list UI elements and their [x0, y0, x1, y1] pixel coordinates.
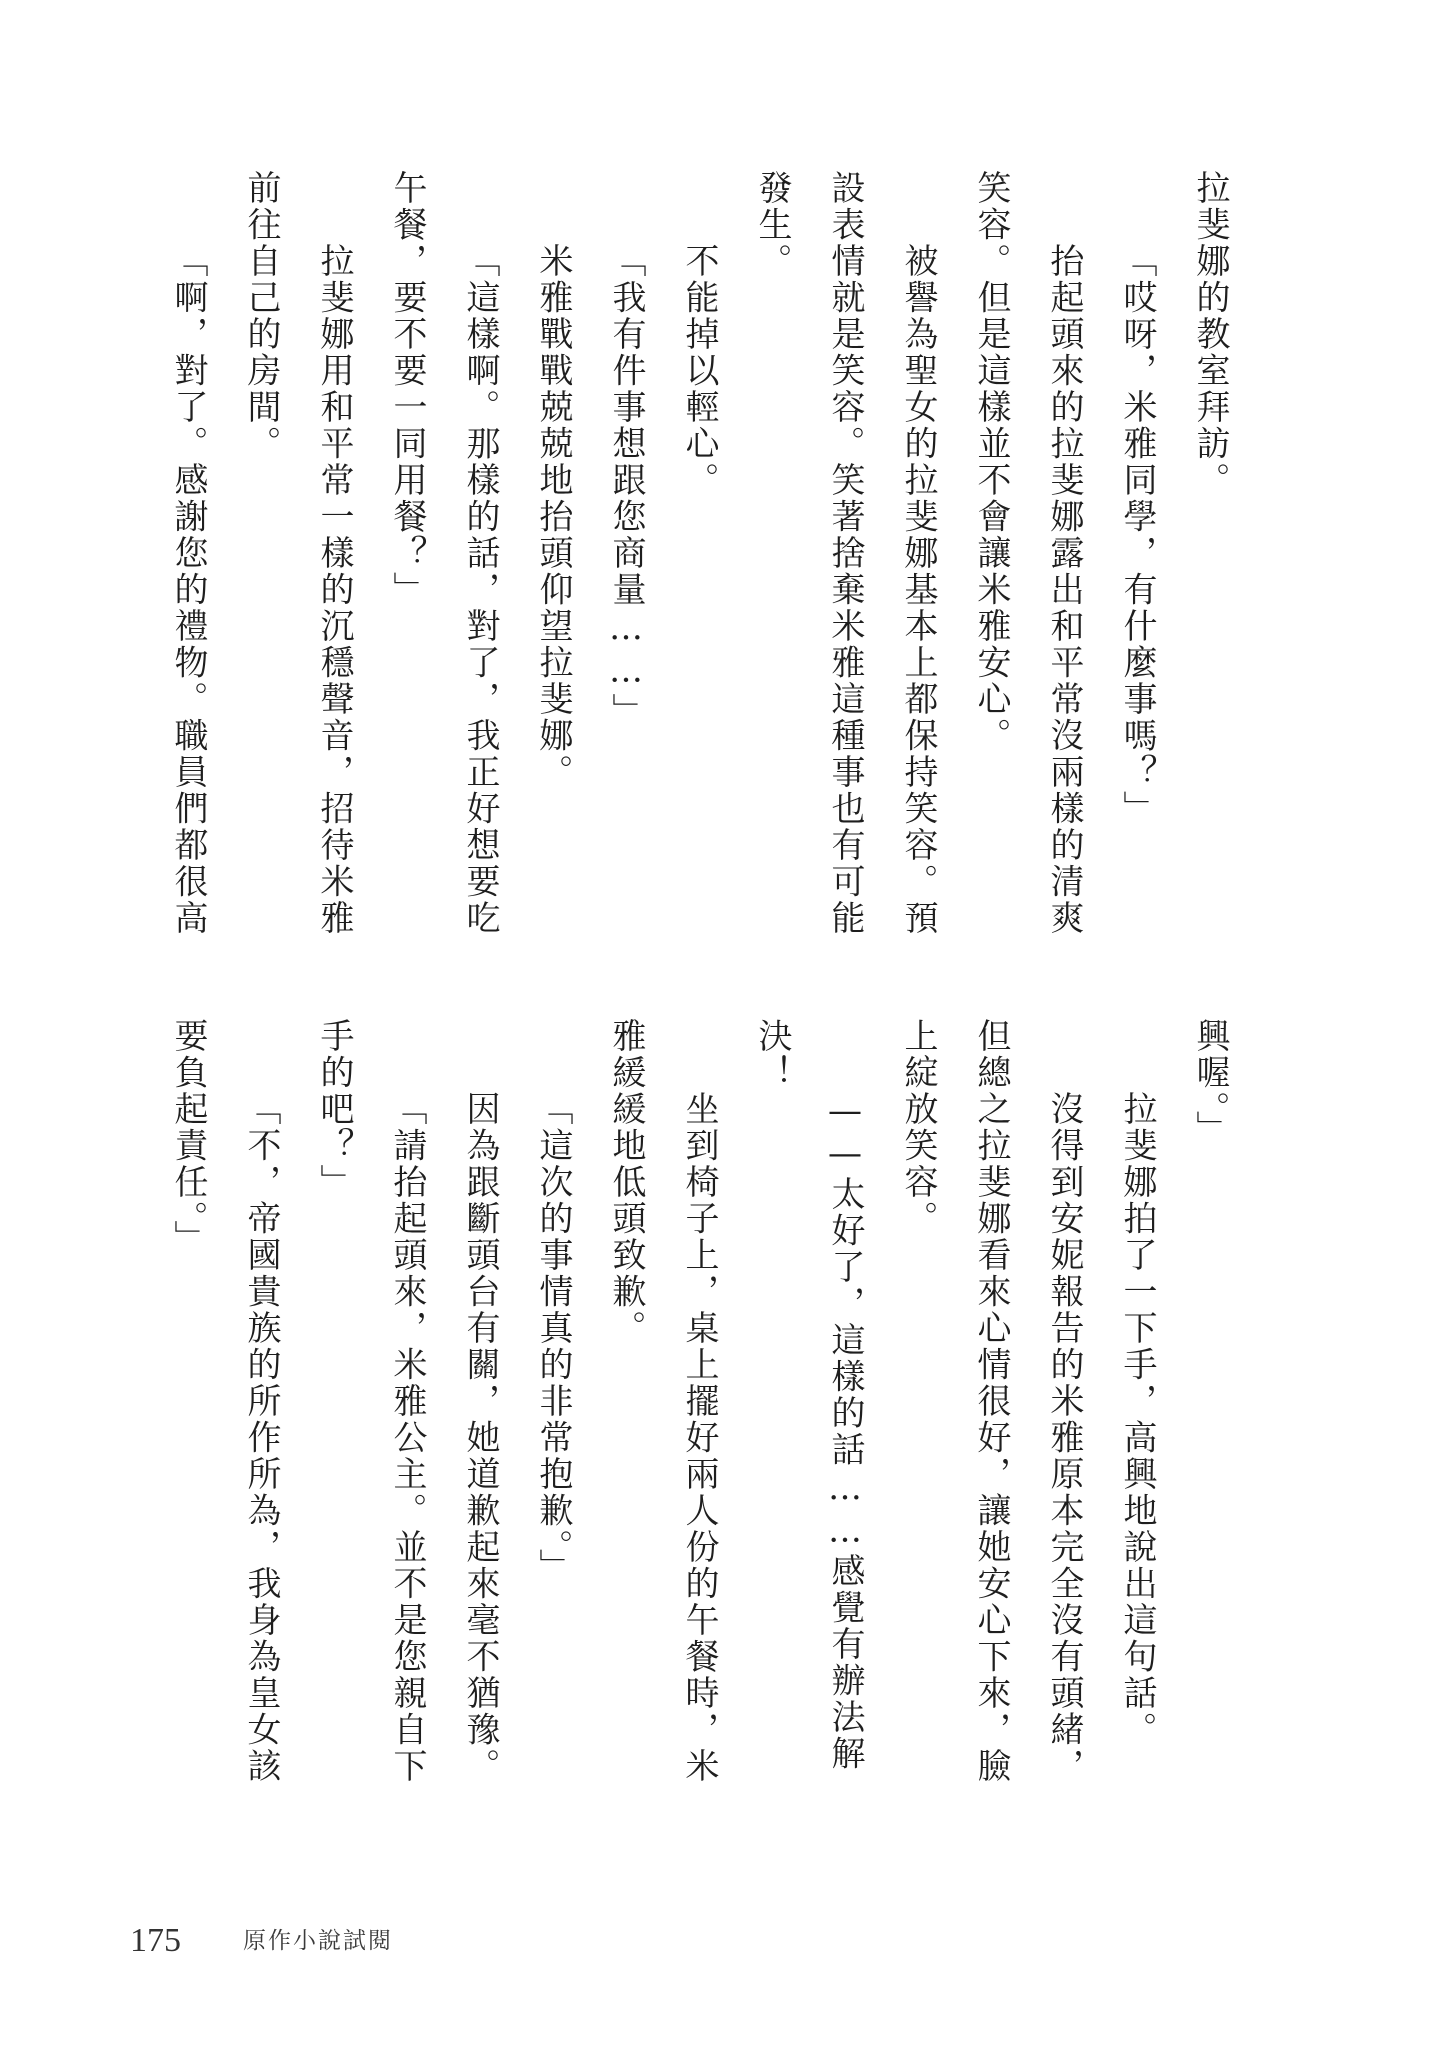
running-title: 原作小說試閱: [243, 1928, 393, 1954]
text-column: 前往自己的房間。: [241, 170, 281, 462]
text-column: 「不，帝國貴族的所作所為，我身為皇女該: [241, 1091, 281, 1785]
text-column: 午餐，要不要一同用餐？」: [387, 170, 427, 608]
text-column: 雅緩緩地低頭致歉。: [606, 1018, 646, 1347]
text-column: 設表情就是笑容。笑著捨棄米雅這種事也有可能: [825, 170, 865, 937]
text-column: 不能掉以輕心。: [679, 243, 719, 499]
text-column: 米雅戰戰兢兢地抬頭仰望拉斐娜。: [533, 243, 573, 791]
text-column: 但總之拉斐娜看來心情很好，讓她安心下來，臉: [971, 1018, 1011, 1785]
text-column: 坐到椅子上，桌上擺好兩人份的午餐時，米: [679, 1091, 719, 1785]
text-column: 抬起頭來的拉斐娜露出和平常沒兩樣的清爽: [1044, 243, 1084, 937]
text-column: 因為跟斷頭台有關，她道歉起來毫不猶豫。: [460, 1091, 500, 1785]
text-column: 發生。: [752, 170, 792, 280]
text-column: 決！: [752, 1018, 792, 1091]
text-column: ——太好了，這樣的話……感覺有辦法解: [825, 1091, 865, 1772]
page-number: 175: [130, 1922, 181, 1959]
text-column: 拉斐娜的教室拜訪。: [1190, 170, 1230, 499]
text-column: 「我有件事想跟您商量……」: [606, 243, 646, 730]
text-column: 拉斐娜用和平常一樣的沉穩聲音，招待米雅: [314, 243, 354, 937]
text-column: 「這次的事情真的非常抱歉。」: [533, 1091, 573, 1585]
text-column: 「啊，對了。感謝您的禮物。職員們都很高: [168, 243, 208, 937]
text-block-bottom: [0, 1018, 1440, 1788]
text-column: 「請抬起頭來，米雅公主。並不是您親自下: [387, 1091, 427, 1785]
text-column: 沒得到安妮報告的米雅原本完全沒有頭緒，: [1044, 1091, 1084, 1785]
text-block-top: [0, 170, 1440, 940]
text-column: 「這樣啊。那樣的話，對了，我正好想要吃: [460, 243, 500, 937]
text-column: 拉斐娜拍了一下手，高興地說出這句話。: [1117, 1091, 1157, 1748]
text-column: 笑容。但是這樣並不會讓米雅安心。: [971, 170, 1011, 754]
text-column: 「哎呀，米雅同學，有什麼事嗎？」: [1117, 243, 1157, 827]
text-column: 手的吧？」: [314, 1018, 354, 1201]
text-column: 被譽為聖女的拉斐娜基本上都保持笑容。預: [898, 243, 938, 937]
text-column: 興喔。」: [1190, 1018, 1230, 1147]
text-column: 要負起責任。」: [168, 1018, 208, 1257]
text-column: 上綻放笑容。: [898, 1018, 938, 1237]
